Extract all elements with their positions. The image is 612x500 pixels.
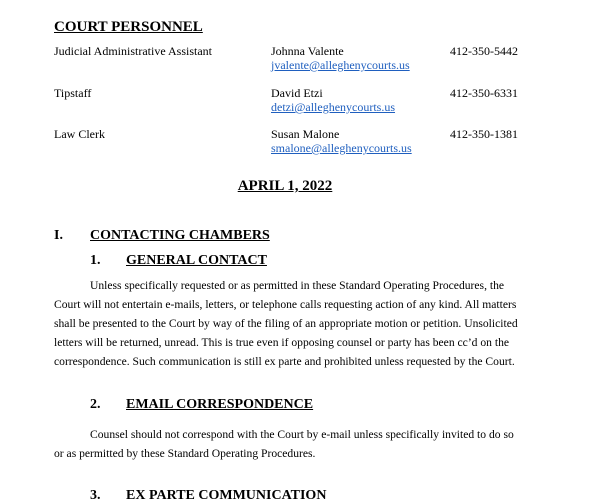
date-heading: APRIL 1, 2022 (237, 178, 333, 194)
subsection-title: EX PARTE COMMUNICATION (126, 488, 327, 500)
personnel-name: Susan Malone (271, 127, 340, 141)
paragraph-line: Counsel should not correspond with the Court by e-mail unless specifically invited to do so (90, 428, 514, 441)
personnel-role: Tipstaff (54, 86, 92, 100)
subsection-title: EMAIL CORRESPONDENCE (126, 397, 314, 412)
subsection-number: 2. (90, 397, 101, 412)
personnel-role: Judicial Administrative Assistant (54, 44, 212, 58)
personnel-phone: 412-350-5442 (450, 44, 518, 58)
general-contact-paragraph (54, 276, 538, 371)
paragraph-line: or as permitted by these Standard Operating Procedures. (54, 447, 316, 460)
subsection-number: 3. (90, 488, 101, 500)
court-personnel-title: COURT PERSONNEL (54, 19, 203, 35)
section-title: CONTACTING CHAMBERS (90, 228, 270, 243)
subsection-number: 1. (90, 253, 101, 268)
subsection-title: GENERAL CONTACT (126, 253, 267, 268)
email-correspondence-paragraph (54, 425, 538, 463)
paragraph-line: shall be presented to the Court by way of the filing of an appropriate motion or petition. Unsolicited (54, 317, 518, 330)
personnel-row (54, 127, 574, 159)
personnel-phone: 412-350-6331 (450, 86, 518, 100)
subsection-heading-email-correspondence (90, 397, 410, 413)
section-heading-contacting-chambers (54, 228, 354, 244)
subsection-heading-ex-parte-communication (90, 488, 410, 500)
paragraph-line: Court will not entertain e-mails, letters, or telephone calls requesting action of any kind. All matters (54, 298, 517, 311)
subsection-heading-general-contact (90, 253, 390, 269)
personnel-email-link[interactable]: jvalente@alleghenycourts.us (271, 58, 410, 72)
paragraph-line: letters will be returned, unread. This is true even if opposing counsel or party has been cc’d on the (54, 336, 510, 349)
personnel-phone: 412-350-1381 (450, 127, 518, 141)
personnel-email-link[interactable]: smalone@alleghenycourts.us (271, 141, 412, 155)
section-number: I. (54, 228, 63, 243)
paragraph-line: Unless specifically requested or as permitted in these Standard Operating Procedures, the (90, 279, 505, 292)
personnel-row (54, 44, 574, 76)
paragraph-line: correspondence. Such communication is still ex parte and prohibited unless requested by the Court. (54, 355, 515, 368)
personnel-name: Johnna Valente (271, 44, 344, 58)
personnel-email-link[interactable]: detzi@alleghenycourts.us (271, 100, 396, 114)
personnel-name: David Etzi (271, 86, 323, 100)
personnel-role: Law Clerk (54, 127, 105, 141)
personnel-row (54, 86, 574, 118)
